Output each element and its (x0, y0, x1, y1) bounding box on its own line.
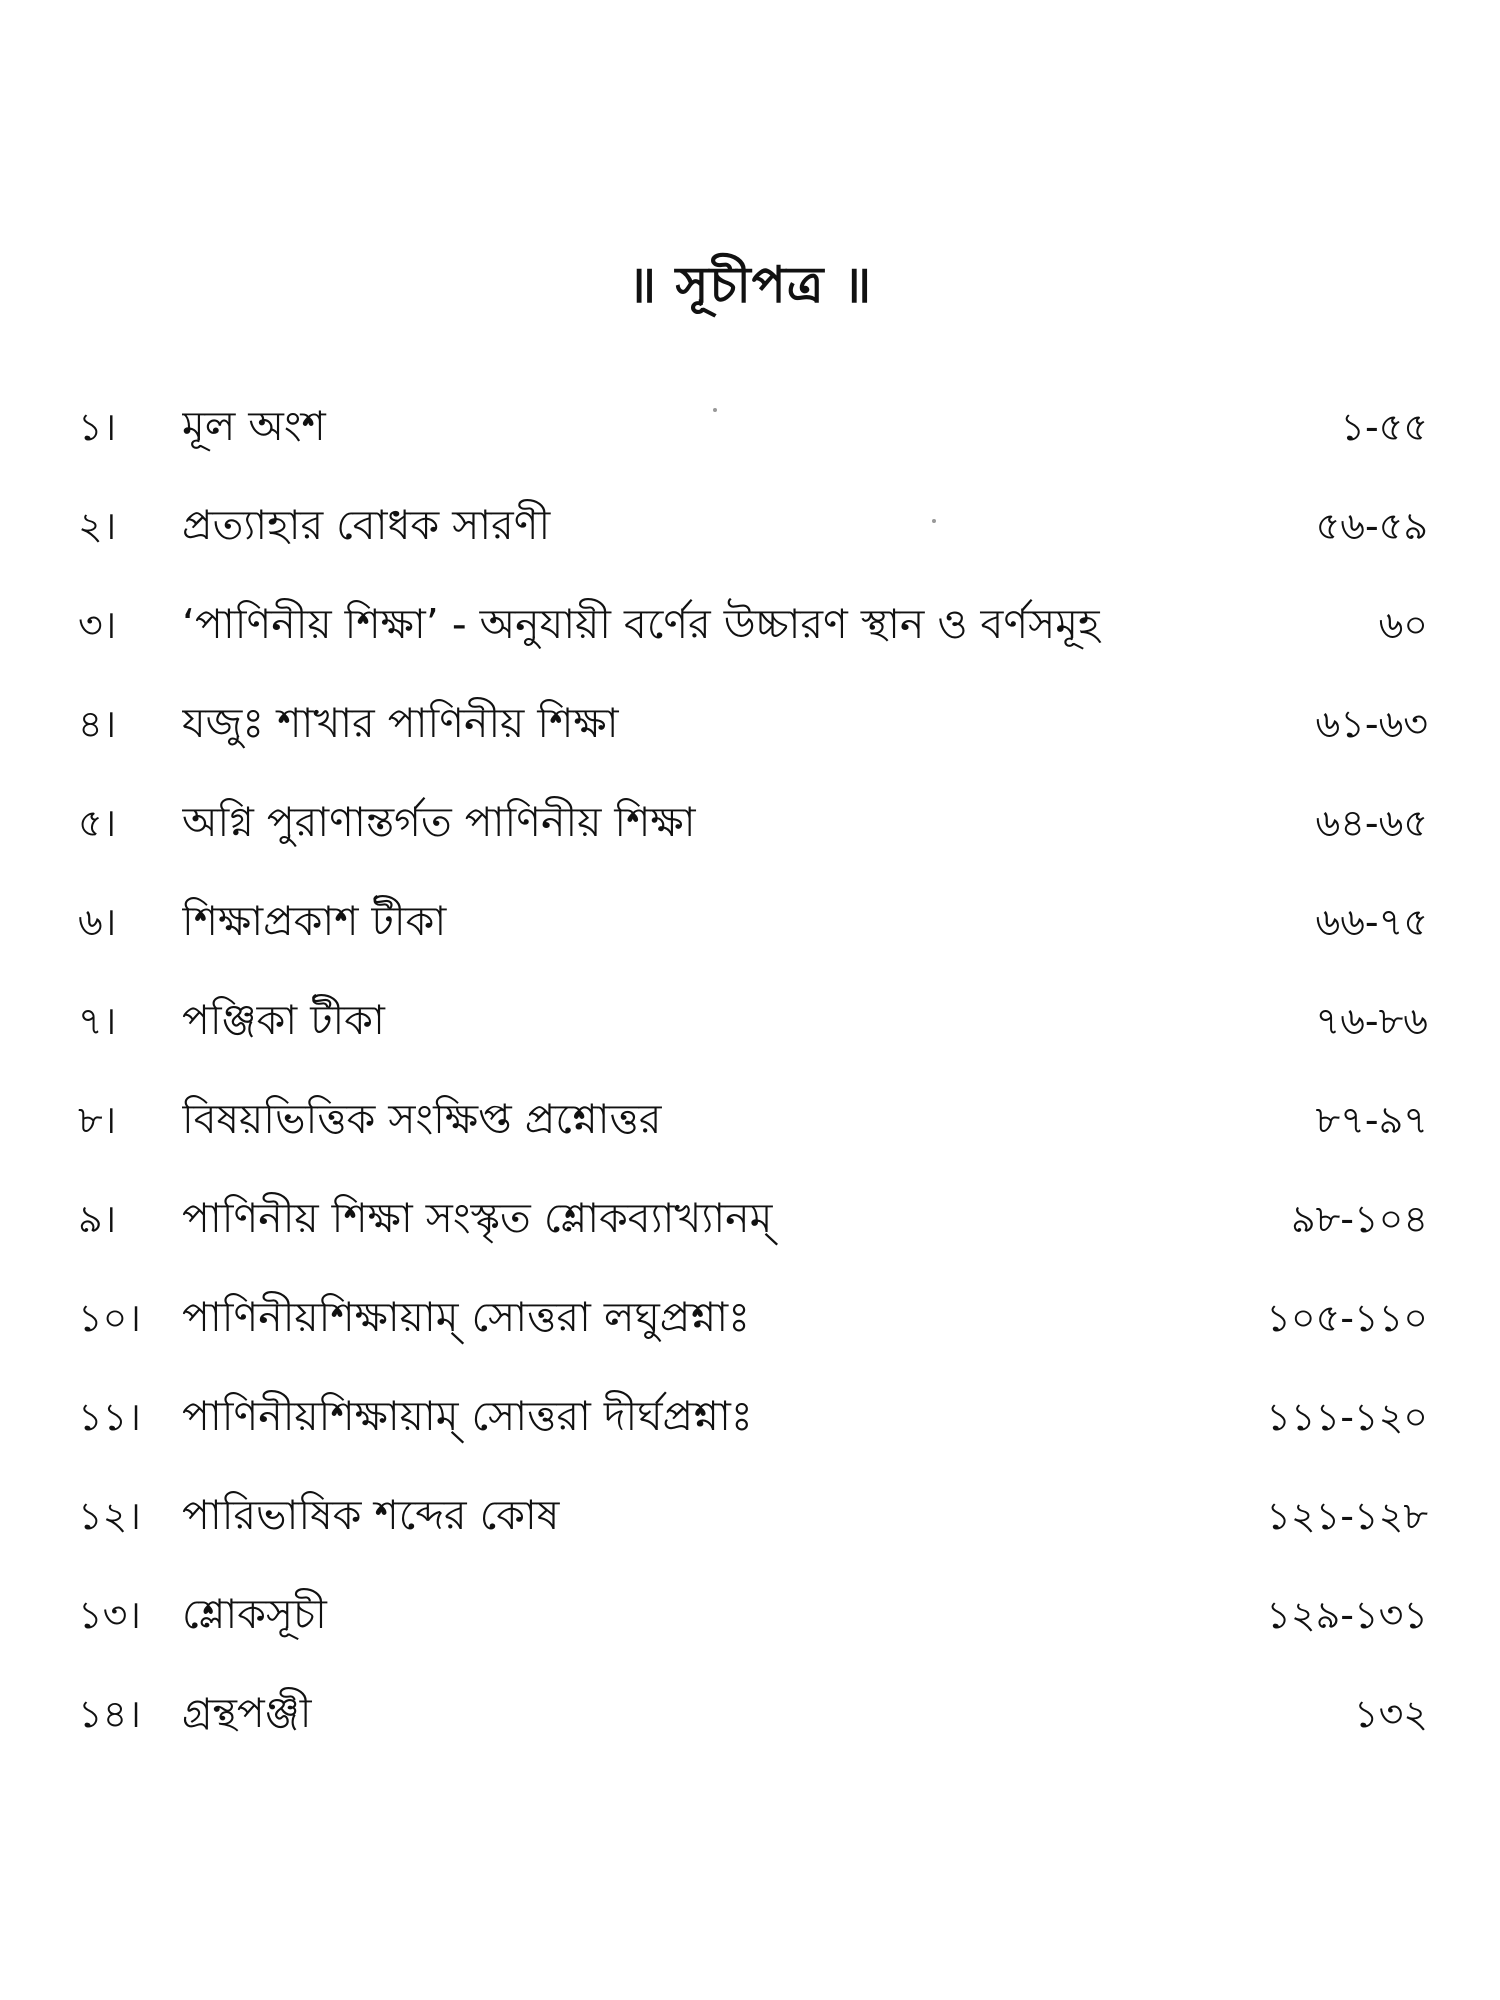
entry-number: ৫। (78, 800, 117, 845)
entry-title: পারিভাষিক শব্দের কোষ (182, 1491, 560, 1539)
toc-entry (78, 776, 1428, 875)
toc-entry (78, 974, 1428, 1073)
toc-entry (78, 1271, 1428, 1370)
entry-title: শিক্ষাপ্রকাশ টীকা (182, 897, 447, 945)
entry-pages: ১২১-১২৮ (1266, 1493, 1428, 1538)
toc-entry (78, 1469, 1428, 1568)
entry-title: পাণিনীয়শিক্ষায়াম্ সোত্তরা লঘুপ্রশ্নাঃ (182, 1293, 750, 1341)
entry-title: পাণিনীয় শিক্ষা সংস্কৃত শ্লোকব্যাখ্যানম্ (182, 1194, 773, 1242)
entry-pages: ৬০ (1378, 602, 1428, 647)
toc-entry (78, 1172, 1428, 1271)
page-title: ॥ সূচীপত্র ॥ (627, 256, 873, 314)
entry-number: ১। (78, 404, 117, 449)
entry-pages: ১৩২ (1353, 1691, 1428, 1736)
entry-number: ১৪। (78, 1691, 141, 1736)
toc-entry (78, 1370, 1428, 1469)
entry-number: ৮। (78, 1097, 117, 1142)
entry-title: অগ্নি পুরাণান্তর্গত পাণিনীয় শিক্ষা (182, 798, 696, 846)
entry-title: পাণিনীয়শিক্ষায়াম্ সোত্তরা দীর্ঘপ্রশ্নাঃ (182, 1392, 753, 1440)
entry-number: ১৩। (78, 1592, 141, 1637)
toc-entry (78, 578, 1428, 677)
entry-pages: ১১১-১২০ (1266, 1394, 1428, 1439)
table-of-contents (78, 380, 1428, 1766)
entry-title: গ্রন্থপঞ্জী (182, 1689, 312, 1737)
entry-title: শ্লোকসূচী (182, 1590, 327, 1638)
toc-entry (78, 479, 1428, 578)
entry-pages: ১২৯-১৩১ (1266, 1592, 1428, 1637)
entry-pages: ১০৫-১১০ (1266, 1295, 1428, 1340)
entry-number: ১১। (78, 1394, 141, 1439)
entry-pages: ৮৭-৯৭ (1315, 1097, 1428, 1142)
toc-entry (78, 380, 1428, 479)
toc-entry (78, 1568, 1428, 1667)
entry-title: মূল অংশ (182, 402, 326, 450)
entry-pages: ৬১-৬৩ (1315, 701, 1428, 746)
toc-entry (78, 1667, 1428, 1766)
toc-entry (78, 1073, 1428, 1172)
entry-pages: ৬৬-৭৫ (1315, 899, 1428, 944)
entry-number: ৭। (78, 998, 117, 1043)
entry-pages: ৫৬-৫৯ (1315, 503, 1428, 548)
entry-pages: ৬৪-৬৫ (1315, 800, 1428, 845)
entry-number: ১২। (78, 1493, 141, 1538)
entry-number: ৯। (78, 1196, 117, 1241)
entry-pages: ৯৮-১০৪ (1290, 1196, 1428, 1241)
entry-pages: ৭৬-৮৬ (1315, 998, 1428, 1043)
entry-title: ‘পাণিনীয় শিক্ষা’ - অনুযায়ী বর্ণের উচ্চারণ স্থান ও বর্ণসমূহ (182, 600, 1100, 648)
toc-entry (78, 875, 1428, 974)
entry-number: ৬। (78, 899, 117, 944)
entry-number: ৪। (78, 701, 117, 746)
entry-title: পঞ্জিকা টীকা (182, 996, 385, 1044)
entry-pages: ১-৫৫ (1340, 404, 1428, 449)
toc-entry (78, 677, 1428, 776)
entry-number: ২। (78, 503, 117, 548)
entry-title: বিষয়ভিত্তিক সংক্ষিপ্ত প্রশ্নোত্তর (182, 1095, 662, 1143)
entry-number: ১০। (78, 1295, 141, 1340)
entry-number: ৩। (78, 602, 117, 647)
entry-title: যজুঃ শাখার পাণিনীয় শিক্ষা (182, 699, 619, 747)
entry-title: প্রত্যাহার বোধক সারণী (182, 501, 551, 549)
